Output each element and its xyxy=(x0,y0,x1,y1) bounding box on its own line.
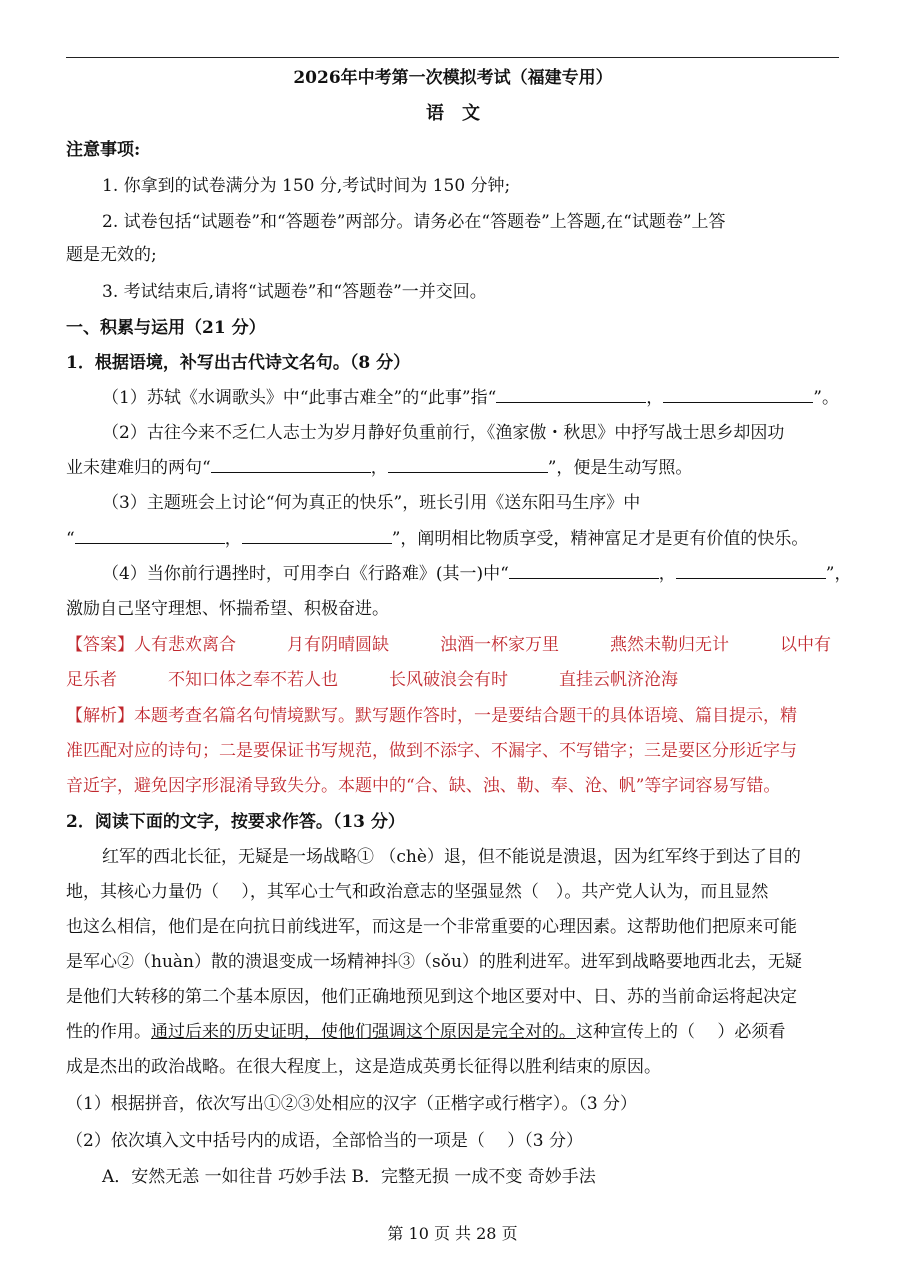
passage-line-7: 成是杰出的政治战略。在很大程度上，这是造成英勇长征得以胜利结束的原因。 xyxy=(66,1057,661,1077)
comma: ， xyxy=(224,529,242,549)
passage-line-4: 是军心②（huàn）散的溃退变成一场精神抖③（sǒu）的胜利进军。进军到战略要地西北去，无疑 xyxy=(66,952,802,972)
passage-line-5: 是他们大转移的第二个基本原因，他们正确地预见到这个地区要对中、日、苏的当前命运将起决定 xyxy=(66,987,797,1007)
passage-text: 性的作用。 xyxy=(66,1022,151,1042)
q1-part3-end: ”，阐明相比物质享受，精神富足才是更有价值的快乐。 xyxy=(391,529,809,549)
option-b[interactable]: B．完整无损 一成不变 奇妙手法 xyxy=(351,1167,596,1187)
answer-blank[interactable] xyxy=(663,387,813,403)
passage-line-2: 地，其核心力量仍（ ），其军心士气和政治意志的坚强显然（ ）。共产党人认为，而且显然 xyxy=(66,882,769,902)
analysis-line-1: 【解析】本题考查名篇名句情境默写。默写题作答时，一是要结合题干的具体语境、篇目提示，精 xyxy=(66,706,797,726)
answer-blank[interactable] xyxy=(676,563,826,579)
answer-line-1: 【答案】人有悲欢离合 月有阴晴圆缺 浊酒一杯家万里 燕然未勒归无计 以中有 xyxy=(66,635,831,655)
passage-text: 这种宣传上的（ ）必须看 xyxy=(576,1022,786,1042)
answer-blank[interactable] xyxy=(496,387,646,403)
notice-item-3: 3. 考试结束后,请将“试题卷”和“答题卷”一并交回。 xyxy=(102,282,487,302)
analysis-line-2: 准匹配对应的诗句；二是要保证书写规范，做到不添字、不漏字、不写错字；三是要区分形近字与 xyxy=(66,741,797,761)
notice-heading: 注意事项: xyxy=(66,140,141,160)
answer-blank[interactable] xyxy=(509,563,659,579)
comma: ， xyxy=(370,458,388,478)
q1-part4-text: （4）当你前行遇挫时，可用李白《行路难》(其一)中“ xyxy=(102,564,509,584)
q2-sub2: （2）依次填入文中括号内的成语，全部恰当的一项是（ ）（3 分） xyxy=(66,1131,583,1151)
subject-title: 语 文 xyxy=(426,103,480,124)
underlined-sentence: 通过后来的历史证明，使他们强调这个原因是完全对的。 xyxy=(151,1022,576,1042)
q1-part2-text: 业未建难归的两句“ xyxy=(66,458,211,478)
answer-blank[interactable] xyxy=(242,528,392,544)
notice-item-1: 1. 你拿到的试卷满分为 150 分,考试时间为 150 分钟; xyxy=(102,176,511,196)
answer-line-2: 足乐者 不知口体之奉不若人也 长风破浪会有时 直挂云帆济沧海 xyxy=(66,670,678,690)
q1-part4-line1 xyxy=(102,563,852,585)
answer-blank[interactable] xyxy=(211,457,371,473)
exam-title: 2026年中考第一次模拟考试（福建专用） xyxy=(293,68,613,88)
open-quote: “ xyxy=(66,529,75,549)
passage-line-6 xyxy=(66,1021,840,1043)
q1-part2-line1: （2）古往今来不乏仁人志士为岁月静好负重前行，《渔家傲・秋思》中抒写战士思乡却因功 xyxy=(102,423,785,443)
analysis-line-3: 音近字，避免因字形混淆导致失分。本题中的“合、缺、浊、勒、奉、沧、帆”等字词容易写错。 xyxy=(66,776,781,796)
page-number: 第 10 页 共 28 页 xyxy=(387,1224,518,1243)
notice-item-2: 2. 试卷包括“试题卷”和“答题卷”两部分。请务必在“答题卷”上答题,在“试题卷”上答 xyxy=(102,212,726,232)
q1-part1-text: （1）苏轼《水调歌头》中“此事古难全”的“此事”指“ xyxy=(102,388,497,408)
close-quote: ”。 xyxy=(813,388,839,408)
q2-sub1: （1）根据拼音，依次写出①②③处相应的汉字（正楷字或行楷字）。（3 分） xyxy=(66,1094,638,1114)
q1-part4-line2: 激励自己坚守理想、怀揣希望、积极奋进。 xyxy=(66,599,389,619)
section1-heading: 一、积累与运用（21 分） xyxy=(66,318,266,338)
q1-stem: 1．根据语境，补写出古代诗文名句。（8 分） xyxy=(66,353,411,373)
q1-part3-line2 xyxy=(66,528,840,550)
q1-part1 xyxy=(102,387,840,409)
comma: ， xyxy=(658,564,676,584)
q2-options xyxy=(102,1166,840,1188)
header-rule xyxy=(66,57,839,58)
passage-line-3: 也这么相信，他们是在向抗日前线进军，而这是一个非常重要的心理因素。这帮助他们把原来可能 xyxy=(66,917,797,937)
answer-blank[interactable] xyxy=(388,457,548,473)
option-a[interactable]: A．安然无恙 一如往昔 巧妙手法 xyxy=(102,1167,347,1187)
q1-part2-line2 xyxy=(66,457,840,479)
q2-stem: 2．阅读下面的文字，按要求作答。（13 分） xyxy=(66,812,405,832)
answer-blank[interactable] xyxy=(75,528,225,544)
close-quote: ”， xyxy=(825,564,852,584)
notice-item-2-cont: 题是无效的; xyxy=(66,245,157,265)
q1-part3-line1: （3）主题班会上讨论“何为真正的快乐”，班长引用《送东阳马生序》中 xyxy=(102,493,641,513)
q1-part2-end: ”，便是生动写照。 xyxy=(547,458,693,478)
passage-line-1: 红军的西北长征，无疑是一场战略① （chè）退，但不能说是溃退，因为红军终于到达了目的 xyxy=(102,847,801,867)
comma: ， xyxy=(646,388,664,408)
